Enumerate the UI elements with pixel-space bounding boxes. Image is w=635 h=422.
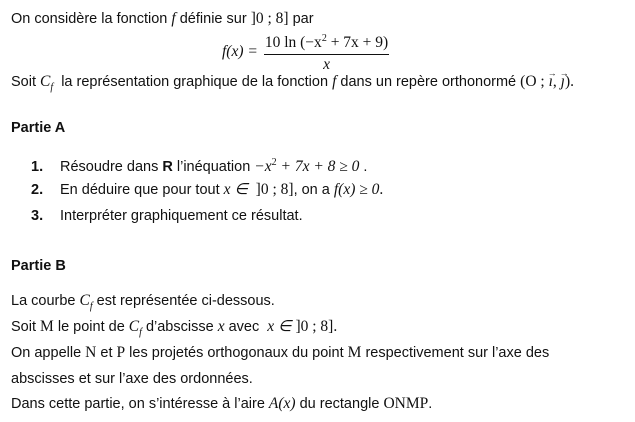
vector-j: → ȷ	[561, 73, 565, 91]
text: La courbe	[11, 293, 80, 309]
intro-line-3	[11, 73, 574, 97]
text: avec	[224, 319, 268, 335]
section-title-partie-a: Partie A	[11, 120, 66, 136]
partb-paragraph-5	[11, 395, 432, 413]
text: d’abscisse	[141, 319, 218, 335]
text: .	[428, 396, 433, 412]
text: Résoudre dans	[60, 159, 163, 175]
math-sub: f	[139, 327, 142, 338]
math-f: f	[332, 73, 337, 90]
point-M: M	[347, 344, 362, 361]
math-C: C	[128, 318, 140, 335]
text: respectivement sur l’axe des	[361, 345, 550, 361]
math-sub: f	[89, 301, 93, 312]
question-index: 1.	[31, 159, 44, 175]
question-2	[31, 181, 383, 199]
text: .	[333, 318, 338, 335]
point-P: P	[116, 344, 126, 361]
formula-lhs: f(x) =	[222, 43, 258, 60]
math-f: f	[171, 10, 176, 27]
math: x ∈	[223, 181, 256, 198]
math-frame: (O ;	[520, 73, 549, 90]
partb-paragraph-4: abscisses et sur l’axe des ordonnées.	[11, 371, 253, 387]
text: les projetés orthogonaux du point	[125, 345, 348, 361]
math: + 7x + 8 ≥ 0	[276, 158, 364, 175]
text: , on a	[293, 182, 334, 198]
question-1	[31, 154, 367, 176]
text: la représentation graphique de la fonction	[53, 74, 333, 90]
formula-f	[222, 30, 389, 74]
formula-numerator	[264, 30, 389, 55]
text: Soit	[11, 74, 41, 90]
math-interval: ]0 ; 8]	[255, 181, 294, 198]
text: Soit	[11, 319, 41, 335]
math: x ∈	[267, 318, 296, 335]
vector-i: → ı	[549, 73, 553, 91]
math-C: C	[79, 292, 90, 309]
intro-line-1	[11, 10, 314, 28]
text: est représentée ci-dessous.	[92, 293, 275, 309]
formula-fraction	[264, 30, 389, 74]
point-N: N	[85, 344, 97, 361]
question-index: 2.	[31, 182, 44, 198]
text: et	[96, 345, 117, 361]
text: l’inéquation	[172, 159, 255, 175]
text: par	[288, 11, 314, 27]
partb-paragraph-1	[11, 292, 275, 316]
text: On appelle	[11, 345, 86, 361]
exponent: 2	[321, 33, 327, 44]
math-x: x	[217, 318, 225, 335]
text: le point de	[53, 319, 129, 335]
question-3	[31, 207, 303, 225]
section-title-partie-b: Partie B	[11, 258, 66, 274]
math-interval: ]0 ; 8]	[250, 10, 289, 27]
partb-paragraph-2	[11, 318, 337, 342]
math: −x	[254, 158, 272, 175]
formula-denominator: x	[323, 56, 330, 73]
set-R: R	[162, 159, 173, 175]
text: .	[379, 181, 384, 198]
math: f(x) ≥ 0	[333, 181, 380, 198]
text: dans un repère orthonormé	[336, 74, 521, 90]
numerator-part: 10 ln (−x	[264, 34, 322, 51]
question-index: 3.	[31, 208, 44, 224]
point-M: M	[40, 318, 54, 335]
text: Interpréter graphiquement ce résultat.	[60, 208, 303, 224]
text: du rectangle	[295, 396, 384, 412]
math-comma: ,	[552, 73, 561, 90]
text: Dans cette partie, on s’intéresse à l’aire	[11, 396, 269, 412]
text: En déduire que pour tout	[60, 182, 224, 198]
numerator-part: + 7x + 9)	[326, 34, 389, 51]
math-area: A(x)	[268, 395, 296, 412]
rectangle-ONMP: ONMP	[383, 395, 429, 412]
math-sub: f	[50, 82, 54, 93]
text: définie sur	[175, 11, 251, 27]
text: On considère la fonction	[11, 11, 172, 27]
partb-paragraph-3	[11, 344, 549, 362]
math-interval: ]0 ; 8]	[295, 318, 334, 335]
exponent: 2	[271, 157, 277, 168]
math-frame: ).	[564, 73, 574, 90]
math-C: C	[40, 73, 51, 90]
text: .	[363, 159, 368, 175]
